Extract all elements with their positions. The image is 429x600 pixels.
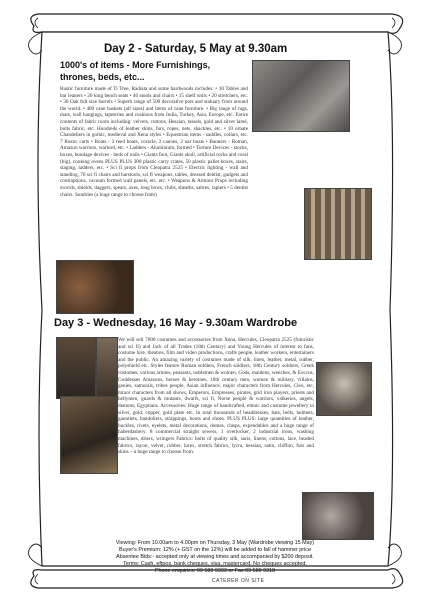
day2-title: Day 2 - Saturday, 5 May at 9.30am (104, 43, 288, 55)
day3-body-a (118, 337, 314, 537)
figure-photo (316, 362, 372, 416)
viewing-line: Viewing: From 10.00am to 4.00pm on Thursday, 3 May (Wardrobe viewing 15 May) (115, 540, 315, 546)
phone-line: Phone enquiries: 09 580 9333 or Fax 09 580 9318 (154, 568, 276, 574)
scroll-parchment (16, 10, 414, 592)
day2-body: Rustic furniture made of Ti Tree, Radiata and some hardwoods includes: • 30 Tables and bar leaners • 20 long bench seats • 40 stools and chairs • 15 shelf units • 20 stretchers, etc. • 30 Oak full size barrels • Superb range of 500 decorative pots and statuary from around the world. • 400 cane baskets (all sizes) and items of cane furniture. • Big range of rugs, mats, wall hangings, tapestries and cushions from India, Turkey, Asia, Europe, etc. Entire contents of fabric room including: velvets, cottons, Hessian, tassels, gold and silver lamé, bolts fabric, etc. Hundreds of leather skins, furs, ropes, nets, shackles, etc. • 10 ornate Chandeliers in gothic, medieval and Xena styles • Equestrian items - saddles, collars, etc. 7 Rustic carts • Boats - 3 reed boats, coracle, 2 canoes, 2 oar boats • Banners - Roman, Amazon warriors, warlord, etc. • Ladders - Aluminium, formed • Torture Devices - stocks, boxes, bondage devices - beds of nails • Giants foot, Giants skull, artificial rocks and coral (big), cooking ovens PLUS PLUS 300 plastic carry crates, 50 plastic pallet boxes, stairs, staging, ladders, etc. • Sci fi props from Cleopatra 2525 • Electric lighting - wall and standing, 70 sci fi chairs and barstools, sci fi weapons, tables, dressed dentist, gadgets and contraptions, vacuum formed wall panels, etc. etc. • Weapons & Armour Props including swords, shields, daggers, spears, axes, long bows, clubs, sheaths, sabres, rapiers • 5 dentist chairs. Sundries (a huge range to choose from) (60, 86, 248, 198)
props-photo (56, 260, 134, 314)
terms-line: Terms: Cash, eftpos, bank cheques, visa, mastercard. No cheques accepted. (123, 561, 307, 567)
costume-photo-2 (96, 337, 118, 399)
premium-line: Buyer's Premium: 12% (+ GST on the 12%) will be added to fall of hammer price (119, 547, 311, 553)
day3-body: We will sell 7000 costumes and accessories from Xena, Hercules, Cleopatra 2525 (futuristic and sci fi) and Jack of all Trades (18th Century) and Young Hercules of interest to fans, costume hire, theatres, film and video productions, crafts people, leather workers, entertainers and the public. An amazing variety of costumes made of silk, linen, leather, metal, rubber, polyshield etc. Styles feature Roman soldiers, French soldiers, 18th Century soldiers, Greek costumes, various armies, peasants, noblemen & women, Gods, maidens, wenches, & Eoccus, Goddesses Amazons, heroes & heroines, 18th century men, women & military, villains, genies, samurais, tribes people, Asian influence, major characters from Hercules, Cleo, etc, minor characters from all shows, Emperors, Empresses, pirates, grid iron players, priests and hellymen, guards & mutants, dwarfs, sci fi, Norse people & warriors, valkeries, angels, demons, Egyptians. Accessories: Huge range of handcrafted, ethnic and costume jewellery in silver, gold, copper, gold plate etc. In total thousands of headdresses, hats, belts, helmets, gauntlets, bandoliers, strappings, boots and shoes. PLUS PLUS: large quantities of leather, buckles, rivets, eyelets, metal decorations, domes, clasps, expendables and a huge range of haberdashery. 8 commercial straight sewers, 1 overlocker, 2 industrial irons, washing machines, driers, wringers Fabrics: bolts of quality silk, saris, linens, cottons, lace, beaded fabrics, rayon, velvet, rubber, lurex, stretch fabrics, lycra, hessian, satin, chiffon, furs and skins – a huge range to choose from. (118, 337, 314, 456)
day2-subtitle: 1000's of items - More Furnishings, thrones, beds, etc... (60, 60, 211, 82)
caterer-label: CATERER ON SITE (212, 578, 265, 584)
day2-body-a (60, 86, 248, 198)
warehouse-photo (252, 60, 350, 132)
costume-photo-1 (56, 337, 96, 399)
absentee-line: Absentee Bids:- accepted only at viewing times and accompanied by $200 deposit. (116, 554, 314, 560)
wardrobe-photo (60, 396, 118, 474)
day3-title: Day 3 - Wednesday, 16 May - 9.30am Wardrobe (54, 317, 298, 329)
chandelier-photo (304, 188, 372, 260)
footer (16, 540, 414, 575)
